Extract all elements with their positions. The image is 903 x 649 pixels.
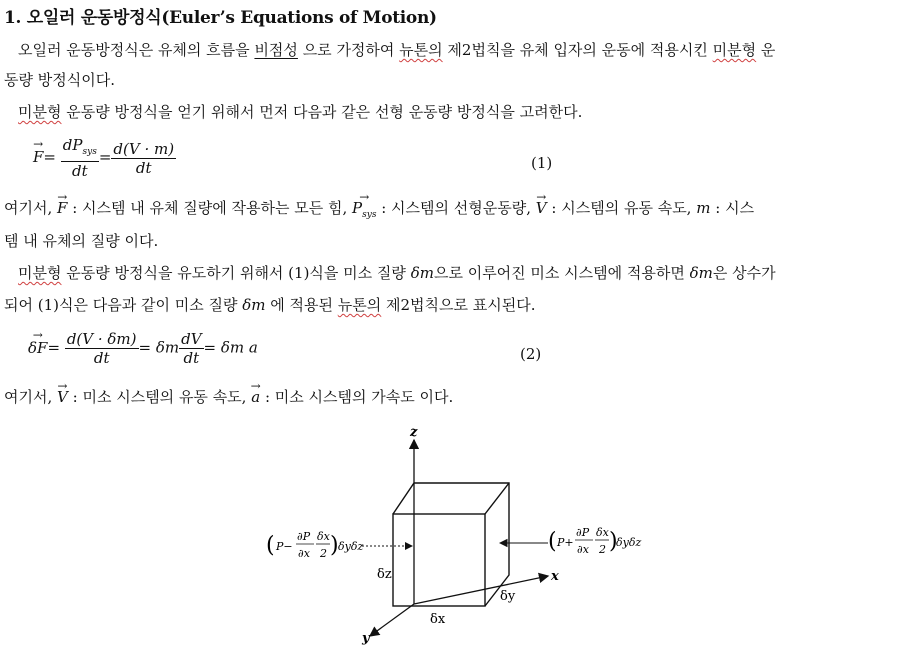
p2-term-differential: 미분형 [18, 103, 62, 121]
paragraph-2 [18, 105, 582, 120]
paragraph-4-line-1 [18, 266, 776, 281]
p3-text-a: 여기서, [4, 199, 53, 217]
p3-text-b: : 시스템 내 유체 질량에 작용하는 모든 힘, [67, 199, 348, 217]
svg-text:(: ( [548, 529, 557, 554]
equation-1-number: (1) [531, 154, 553, 172]
p3-text-e: : 시스 [710, 199, 755, 217]
eq1-dt-2: dt [135, 158, 152, 177]
section-title: 1. 오일러 운동방정식(Euler’s Equations of Motion) [4, 8, 437, 28]
p2-text: 운동량 방정식을 얻기 위해서 먼저 다음과 같은 선형 운동량 방정식을 고려한다. [61, 103, 583, 121]
svg-text:): ) [330, 533, 339, 558]
eq1-force-vector: → F [33, 148, 43, 166]
eq2-fraction-1 [65, 330, 139, 367]
p3-text-d: : 시스템의 유동 속도, [546, 199, 692, 217]
left-dx: ∂x [298, 547, 310, 560]
equation-2: → δF= $\frac{d(V \cdot \delta m)}{dt}$ = δm $\frac{dV}{dt}$ = δm a [28, 330, 258, 367]
right-dx: ∂x [577, 543, 589, 556]
p5-text-a: 여기서, [4, 388, 53, 406]
eq2-mid: = δm [138, 338, 180, 357]
p3-momentum-symbol: → $P_{sys}$ [352, 201, 376, 223]
p5-velocity-symbol: → V [57, 390, 68, 405]
eq1-dt-1: dt [71, 162, 88, 180]
y-axis-label: y [362, 631, 370, 646]
right-half-num: δx [596, 526, 609, 539]
x-axis [414, 576, 548, 604]
dz-label: δz [377, 567, 392, 582]
eq1-sys-sub: sys [82, 147, 97, 157]
left-half-num: δx [317, 530, 330, 543]
y-axis [370, 604, 414, 636]
paragraph-1-line-1 [18, 43, 775, 58]
x-axis-label: x [551, 569, 559, 584]
z-axis-label: z [410, 425, 418, 440]
eq1-dvm: d(V · m) [113, 139, 175, 158]
p4-text-d: 은 상수가 [712, 264, 776, 282]
p5-accel-symbol: → a [251, 390, 260, 405]
svg-text:(: ( [266, 533, 275, 558]
fluid-element-figure [0, 420, 903, 649]
eq1-fraction-vm [111, 140, 176, 177]
p4-text-l2a: 되어 (1)식은 다음과 같이 미소 질량 [4, 296, 243, 314]
p5-text-c: : 미소 시스템의 가속도 이다. [260, 388, 454, 406]
right-area: δyδz [616, 536, 642, 549]
eq2-den-2: dt [183, 349, 200, 367]
left-p-term: P− [276, 540, 293, 553]
dy-label: δy [500, 589, 516, 604]
p4-text-c: 으로 이루어진 미소 시스템에 적용하면 [433, 264, 690, 282]
eq1-fraction-momentum [61, 136, 99, 180]
paragraph-4-line-2 [4, 298, 536, 313]
eq2-dforce: → δF [28, 339, 47, 357]
paragraph-3-line-2: 템 내 유체의 질량 이다. [4, 232, 159, 250]
p1-text-g: 운 [756, 41, 776, 59]
eq2-fraction-2 [179, 330, 203, 367]
p3-force-symbol: → F [57, 201, 67, 216]
p3-text-c: : 시스템의 선형운동량, [376, 199, 532, 217]
p3-velocity-symbol: → V [536, 201, 547, 216]
p4-term-newton: 뉴톤의 [337, 296, 382, 314]
equation-1: → F= $\frac{dP_{sys}}{dt}$ = $\frac{d(V \cdot m)}{dt}$ [33, 136, 176, 180]
eq2-num-1: d(V · δm) [66, 330, 137, 348]
right-p-term: P+ [557, 536, 574, 549]
left-dp: ∂P [297, 530, 311, 543]
right-pressure-expression [548, 526, 641, 556]
dx-label: δx [430, 612, 446, 627]
eq1-equals: = [43, 148, 56, 166]
eq2-den-1: dt [93, 349, 110, 367]
p4-dm-3: δm [242, 296, 266, 314]
p4-text-l2d: 제2법칙으로 표시된다. [381, 296, 536, 314]
eq1-dp: dP [62, 136, 83, 154]
left-pressure-expression [266, 530, 363, 560]
left-half-den: 2 [320, 547, 327, 560]
p4-dm-1: δm [410, 264, 434, 282]
p3-mass-symbol: m [696, 199, 711, 217]
paragraph-3-line-1 [4, 201, 754, 223]
p4-dm-2: δm [689, 264, 713, 282]
p1-text-e: 제2법칙을 유체 입자의 운동에 적용시킨 [442, 41, 713, 59]
svg-text:): ) [609, 529, 618, 554]
paragraph-5 [4, 390, 453, 405]
p4-term-differential: 미분형 [18, 264, 62, 282]
p4-text-b: 운동량 방정식을 유도하기 위해서 (1)식을 미소 질량 [61, 264, 411, 282]
eq2-rhs: = δm a [203, 338, 258, 357]
equation-2-number: (2) [520, 345, 542, 363]
p1-text-c: 으로 가정하여 [297, 41, 400, 59]
p1-term-inviscid: 비점성 [254, 41, 298, 59]
p1-term-differential: 미분형 [712, 41, 757, 59]
p1-term-newton: 뉴톤의 [399, 41, 443, 59]
p1-text-a: 오일러 운동방정식은 유체의 흐름을 [18, 41, 255, 59]
right-dp: ∂P [576, 526, 590, 539]
p5-text-b: : 미소 시스템의 유동 속도, [67, 388, 247, 406]
right-half-den: 2 [599, 543, 606, 556]
left-area: δyδz [338, 540, 364, 553]
paragraph-1-line-2: 동량 방정식이다. [4, 71, 115, 89]
eq2-num-2: dV [181, 330, 202, 348]
p4-text-l2b: 에 적용된 [265, 296, 338, 314]
